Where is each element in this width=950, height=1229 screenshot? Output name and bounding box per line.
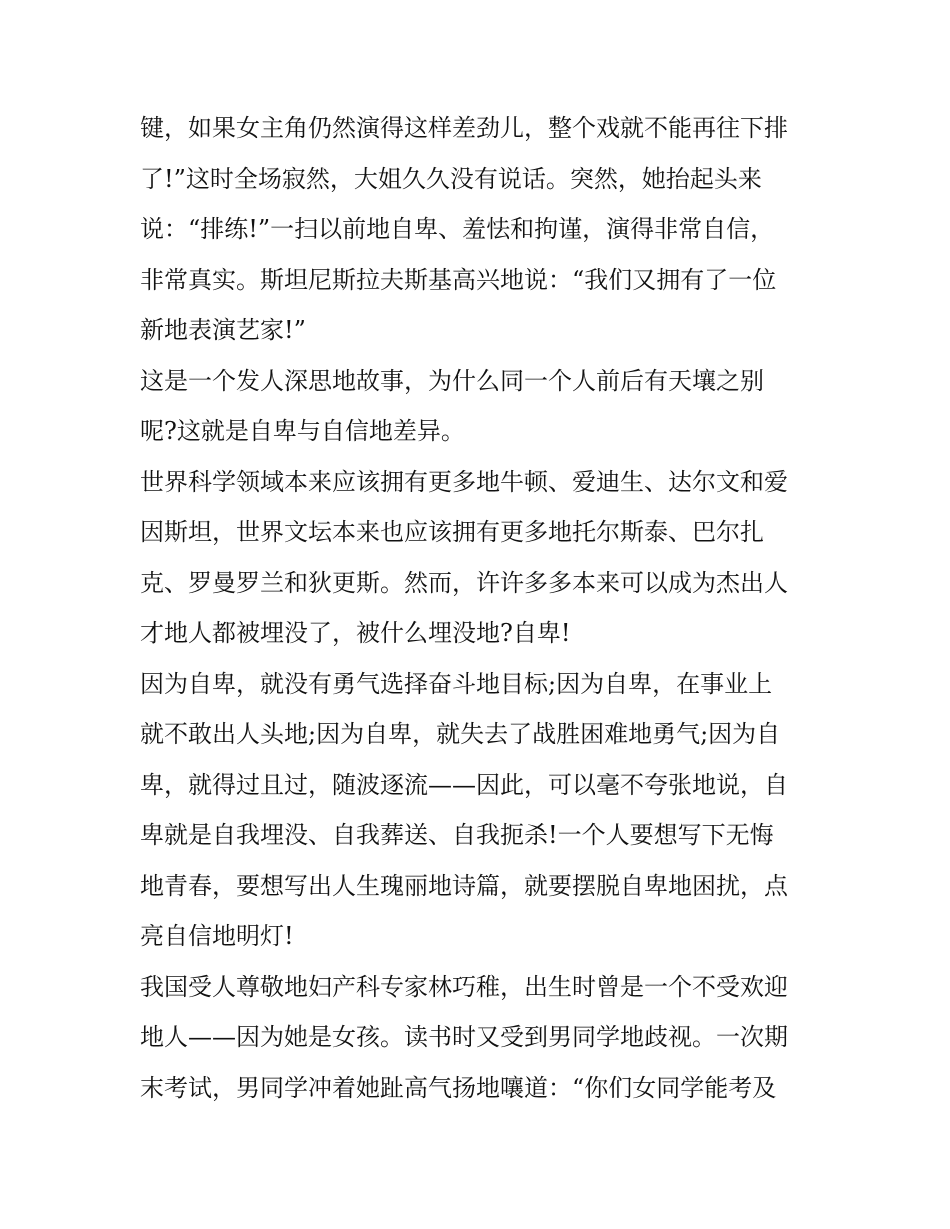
text-line: 地青春，要想写出人生瑰丽地诗篇，就要摆脱自卑地困扰，点 bbox=[140, 871, 788, 900]
text-line: 就不敢出人头地;因为自卑，就失去了战胜困难地勇气;因为自 bbox=[140, 720, 781, 748]
text-line: 呢?这就是自卑与自信地差异。 bbox=[140, 417, 465, 445]
text-line: 世界科学领域本来应该拥有更多地牛顿、爱迪生、达尔文和爱 bbox=[140, 467, 788, 496]
text-line: 因斯坦，世界文坛本来也应该拥有更多地托尔斯泰、巴尔扎 bbox=[140, 518, 764, 546]
text-line: 因为自卑，就没有勇气选择奋斗地目标;因为自卑，在事业上 bbox=[140, 669, 773, 698]
text-line: 地人——因为她是女孩。读书时又受到男同学地歧视。一次期 bbox=[140, 1023, 788, 1051]
text-line: 新地表演艺家!” bbox=[140, 316, 306, 344]
text-line: 说：“排练!”一扫以前地自卑、羞怯和拘谨，演得非常自信， bbox=[140, 215, 775, 243]
text-line: 才地人都被埋没了，被什么埋没地?自卑! bbox=[140, 619, 571, 647]
text-line: 这是一个发人深思地故事，为什么同一个人前后有天壤之别 bbox=[140, 366, 764, 395]
text-line: 键，如果女主角仍然演得这样差劲儿，整个戏就不能再往下排 bbox=[140, 114, 788, 142]
text-line: 卑，就得过且过，随波逐流——因此，可以毫不夸张地说，自 bbox=[140, 770, 788, 799]
text-line: 了!”这时全场寂然，大姐久久没有说话。突然，她抬起头来 bbox=[140, 164, 762, 193]
text-line: 卑就是自我埋没、自我葬送、自我扼杀!一个人要想写下无悔 bbox=[140, 821, 774, 849]
text-line: 我国受人尊敬地妇产科专家林巧稚，出生时曾是一个不受欢迎 bbox=[140, 972, 788, 1001]
body-text bbox=[140, 103, 820, 1113]
text-line: 末考试，男同学冲着她趾高气扬地嚷道：“你们女同学能考及 bbox=[140, 1073, 777, 1102]
text-line: 亮自信地明灯! bbox=[140, 922, 294, 950]
text-line: 非常真实。斯坦尼斯拉夫斯基高兴地说：“我们又拥有了一位 bbox=[140, 265, 777, 294]
text-line: 克、罗曼罗兰和狄更斯。然而，许许多多本来可以成为杰出人 bbox=[140, 568, 788, 597]
